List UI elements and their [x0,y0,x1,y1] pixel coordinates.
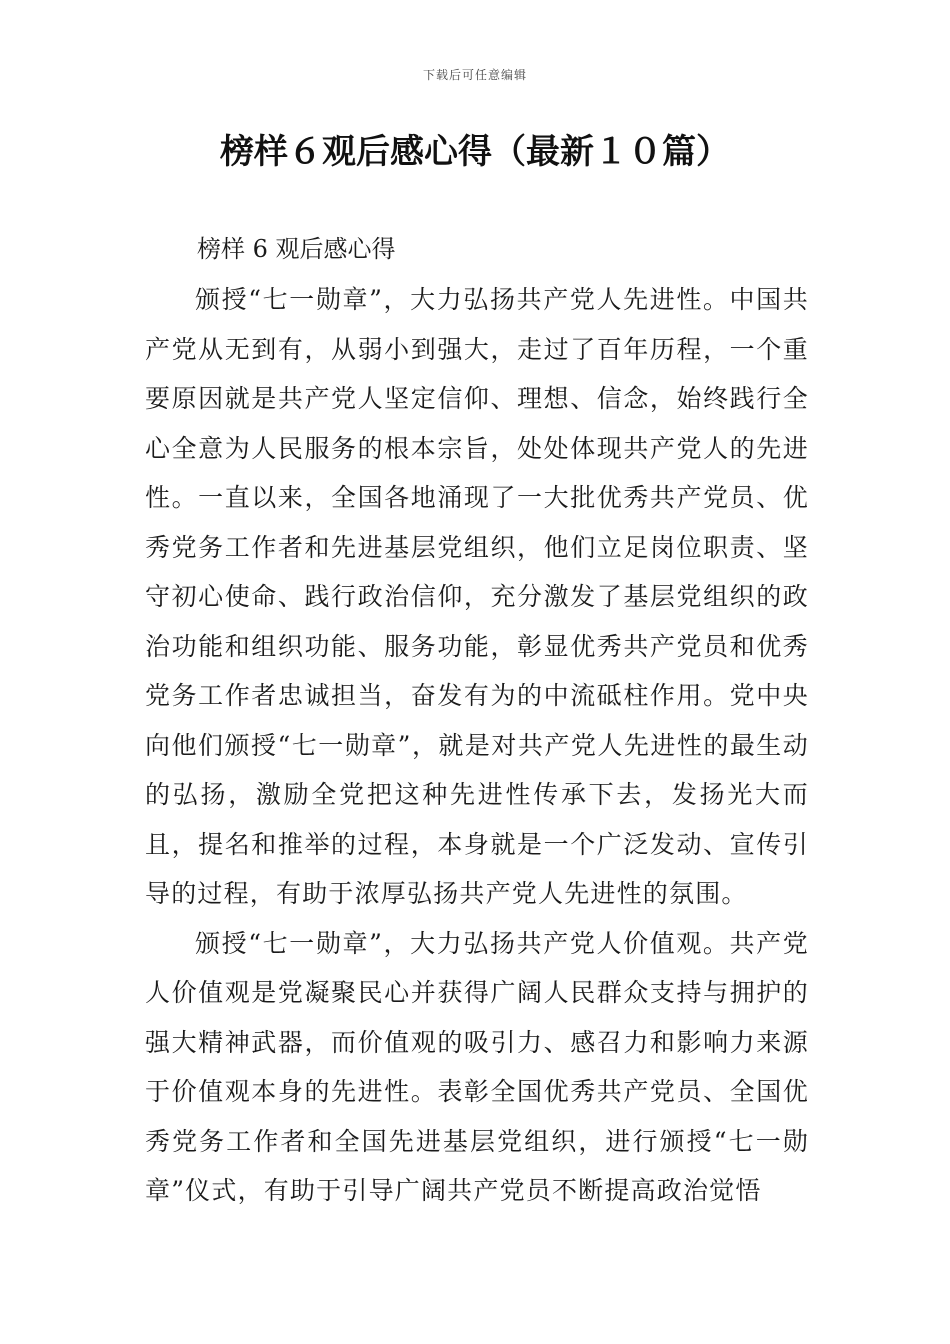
header-note: 下载后可任意编辑 [422,68,527,82]
document-body [145,223,809,1216]
document-subtitle: 榜样 6 观后感心得 [197,235,396,263]
document-title: 榜样６观后感心得（最新１０篇） [220,132,730,172]
paragraph-1: 颁授“七一勋章”，大力弘扬共产党人先进性。中国共产党从无到有，从弱小到强大，走过了百年历程，一个重要原因就是共产党人坚定信仰、理想、信念，始终践行全心全意为人民服务的根本宗旨，处处体现共产党人的先进性。一直以来，全国各地涌现了一大批优秀共产党员、优秀党务工作者和先进基层党组织，他们立足岗位职责、坚守初心使命、践行政治信仰，充分激发了基层党组织的政治功能和组织功能、服务功能，彰显优秀共产党员和优秀党务工作者忠诚担当，奋发有为的中流砥柱作用。党中央向他们颁授“七一勋章”，就是对共产党人先进性的最生动的弘扬，激励全党把这种先进性传承下去，发扬光大而且，提名和推举的过程，本身就是一个广泛发动、宣传引导的过程，有助于浓厚弘扬共产党人先进性的氛围。 [145,285,809,908]
paragraph-2: 颁授“七一勋章”，大力弘扬共产党人价值观。共产党人价值观是党凝聚民心并获得广阔人民群众支持与拥护的强大精神武器，而价值观的吸引力、感召力和影响力来源于价值观本身的先进性。表彰全国优秀共产党员、全国优秀党务工作者和全国先进基层党组织，进行颁授“七一勋章”仪式，有助于引导广阔共产党员不断提高政治觉悟 [145,928,809,1205]
